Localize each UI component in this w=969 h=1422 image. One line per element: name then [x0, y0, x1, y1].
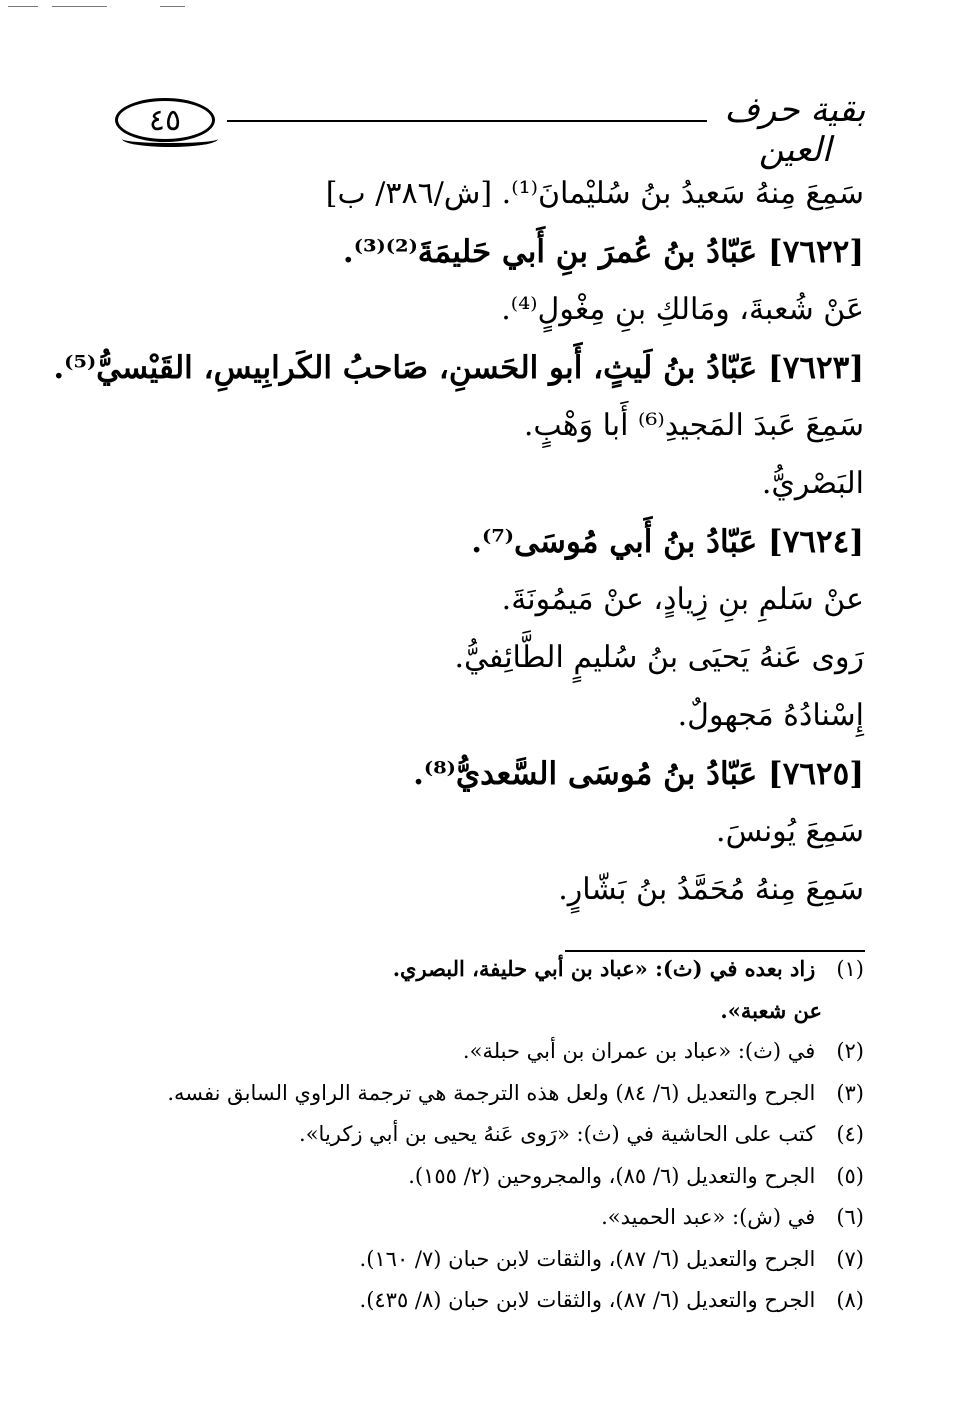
footnote-text: زاد بعده في (ث): «عباد بن أبي حليفة، البصري. [392, 956, 816, 981]
top-scan-marks [0, 6, 969, 10]
footnote-number: (٨) [836, 1288, 864, 1312]
main-text [53, 165, 864, 919]
footnote [64, 1280, 864, 1322]
text-line: إِسْنادُهُ مَجهولٌ. [677, 698, 864, 733]
footnote-text: الجرح والتعديل (٦/ ٨٤) ولعل هذه الترجمة هي ترجمة الراوي السابق نفسه. [167, 1080, 816, 1105]
entry-heading: [٧٦٢٤] عَبّادُ بنُ أَبي مُوسَى⁽⁷⁾. [471, 524, 864, 560]
footnote [64, 1156, 864, 1198]
text-line: عَنْ شُعبةَ، ومَالكِ بنِ مِغْولٍ⁽⁴⁾. [501, 292, 864, 327]
text-line: سَمِعَ عَبدَ المَجيدِ⁽⁶⁾ أَبا وَهْبٍ. [523, 408, 864, 443]
footnote-number: (٧) [836, 1246, 864, 1271]
footnote-number: (٣) [836, 1080, 864, 1105]
entry-heading: [٧٦٢٢] عَبّادُ بنُ عُمرَ بنِ أَبي حَليمَةَ⁽²⁾⁽³⁾. [342, 234, 864, 270]
text-line: سَمِعَ يُونسَ. [716, 814, 864, 849]
footnote-continuation [64, 990, 864, 1032]
footnote-text: الجرح والتعديل (٦/ ٨٧)، والثقات لابن حبان (٧/ ١٦٠). [359, 1246, 816, 1271]
footnote [64, 1239, 864, 1281]
footnote-text: الجرح والتعديل (٦/ ٨٥)، والمجروحين (٢/ ١٥٥). [408, 1163, 816, 1188]
footnote-number: (٤) [836, 1122, 864, 1146]
text-line: البَصْريُّ. [761, 466, 864, 501]
footnote-text: عن شعبة». [720, 997, 822, 1023]
footnote [64, 1073, 864, 1115]
footnote [64, 1114, 864, 1156]
footnote-number: (١) [836, 957, 864, 981]
footnote [64, 948, 864, 990]
page-number: ٤٥ [115, 98, 215, 142]
running-title: بقية حرف العين [724, 90, 866, 170]
text-line: سَمِعَ مِنهُ سَعيدُ بنُ سُليْمانَ⁽¹⁾. [ش/٣٨٦/ ب] [325, 176, 864, 211]
entry-heading: [٧٦٢٣] عَبّادُ بنُ لَيثٍ، أَبو الحَسنِ، صَاحبُ الكَرابِيسِ، القَيْسيُّ⁽⁵⁾. [53, 350, 864, 386]
footnote-number: (٦) [836, 1205, 864, 1229]
header-rule [227, 120, 707, 122]
footnote-text: في (ث): «عباد بن عمران بن أبي حبلة». [462, 1039, 816, 1063]
footnote-text: كتب على الحاشية في (ث): «رَوى عَنهُ يحيى بن أبي زكريا». [299, 1122, 816, 1146]
text-line: عنْ سَلمِ بنِ زِيادٍ، عنْ مَيمُونَةَ. [501, 582, 864, 617]
footnote-text: في (ش): «عبد الحميد». [601, 1205, 816, 1229]
text-line: رَوى عَنهُ يَحيَى بنُ سُليمٍ الطَّائِفيُّ. [454, 640, 864, 675]
footnotes [64, 948, 864, 1322]
footnote-number: (٢) [836, 1039, 864, 1063]
footnote-number: (٥) [836, 1163, 864, 1188]
footnote [64, 1031, 864, 1073]
entry-heading: [٧٦٢٥] عَبّادُ بنُ مُوسَى السَّعديُّ⁽⁸⁾. [413, 756, 864, 792]
footnote [64, 1197, 864, 1239]
page-header [115, 90, 875, 170]
text-line: سَمِعَ مِنهُ مُحَمَّدُ بنُ بَشّارٍ. [558, 872, 864, 907]
footnote-text: الجرح والتعديل (٦/ ٨٧)، والثقات لابن حبان (٨/ ٤٣٥). [359, 1288, 816, 1312]
